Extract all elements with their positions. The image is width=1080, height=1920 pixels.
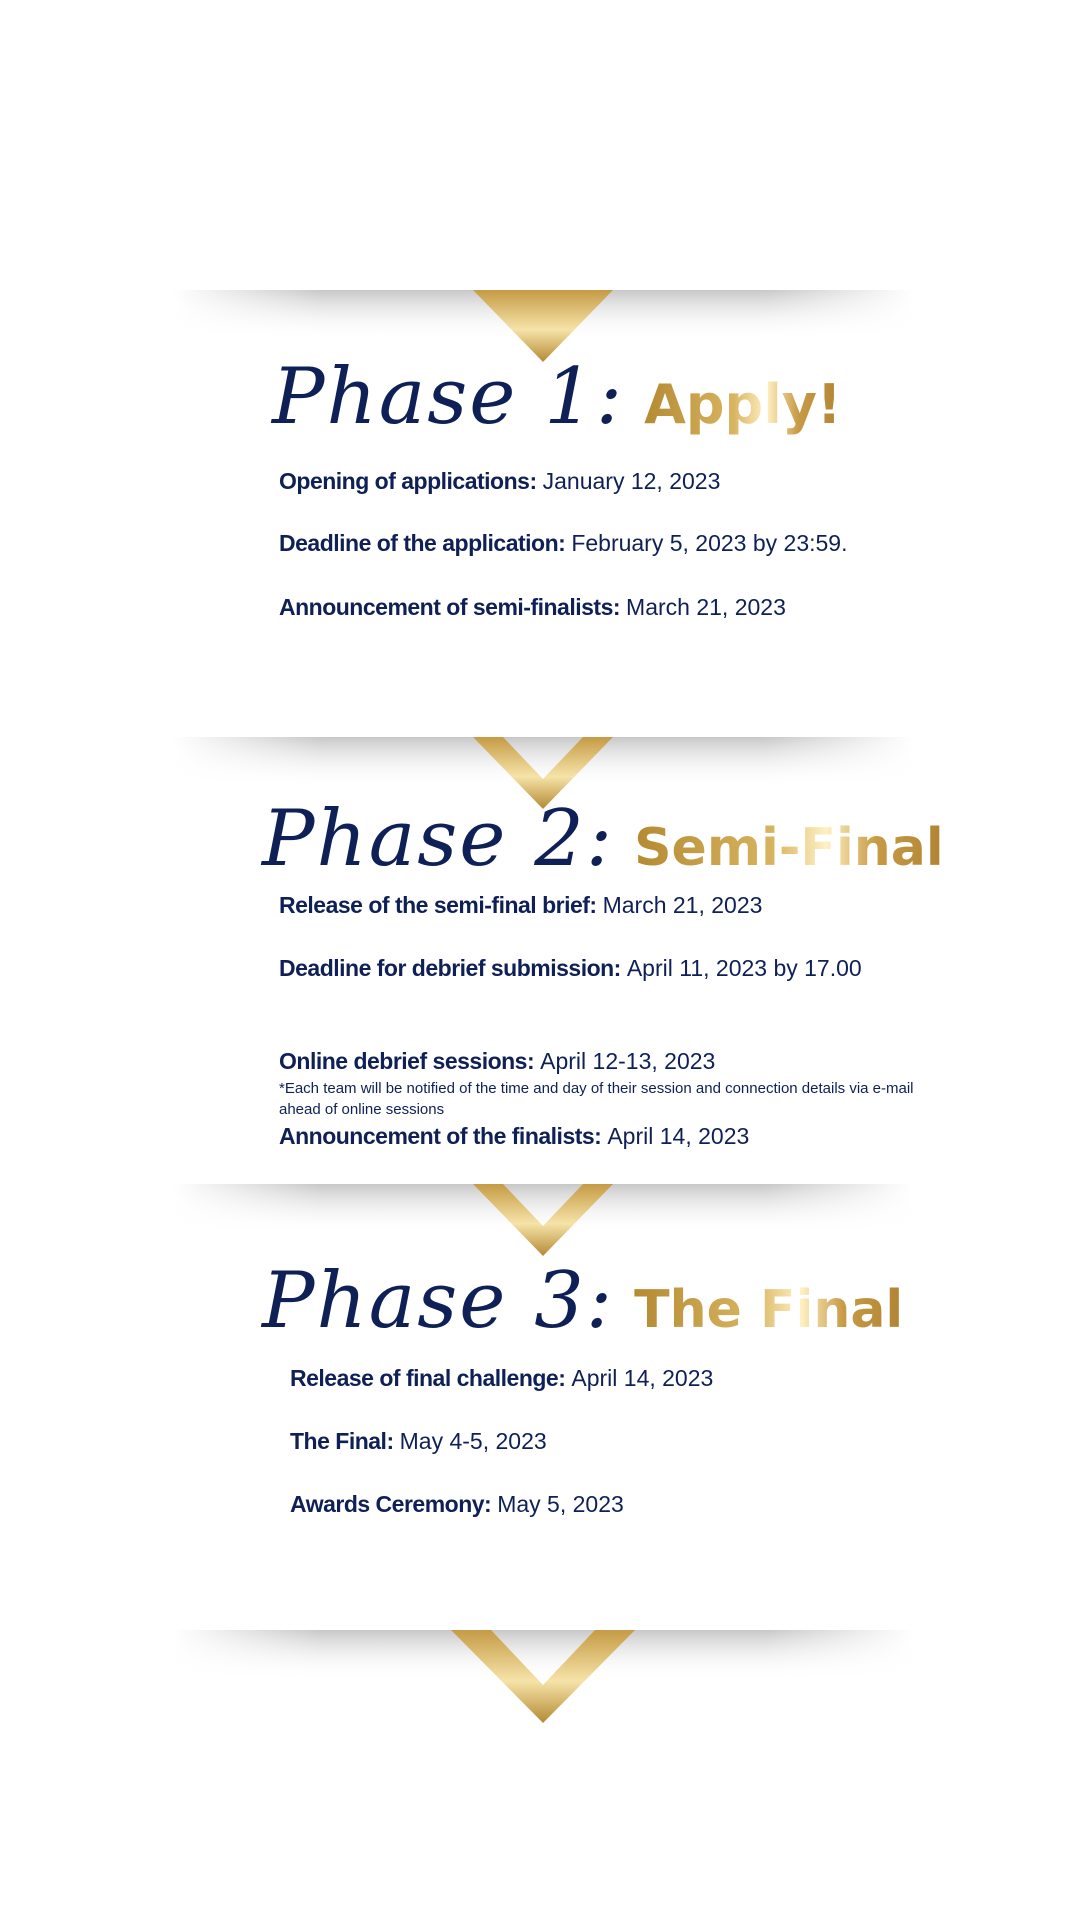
session-note: *Each team will be notified of the time and day of their session and connection details via e-mail ahead of online sessions (279, 1080, 914, 1118)
phase-1-script-label: Phase 1: (272, 352, 625, 442)
phase-3-item: Awards Ceremony: May 5, 2023 (290, 1491, 624, 1517)
phase-2-item: Deadline for debrief submission: April 11, 2023 by 17.00 (279, 955, 862, 981)
phase-2-title (262, 794, 944, 884)
phase-2-item: Release of the semi-final brief: March 21, 2023 (279, 892, 763, 918)
phase-3-heading: The Final (634, 1280, 904, 1340)
phase-1-item: Announcement of semi-finalists: March 21, 2023 (279, 594, 786, 620)
phase-2-item: Online debrief sessions: April 12-13, 2023 (279, 1048, 716, 1074)
phase-1-heading: Apply! (644, 373, 842, 436)
phase-3-title (262, 1256, 904, 1346)
phase-2-item: Announcement of the finalists: April 14, 2023 (279, 1123, 750, 1149)
phase-2-script-label: Phase 2: (262, 794, 615, 884)
phase-3-item: The Final: May 4-5, 2023 (290, 1428, 547, 1454)
phase-2-heading: Semi-Final (634, 818, 944, 878)
end-divider (173, 1630, 913, 1740)
phase-3-item: Release of final challenge: April 14, 2023 (290, 1365, 714, 1391)
phase-1-item: Opening of applications: January 12, 2023 (279, 468, 721, 494)
phase-1-item: Deadline of the application: February 5, 2023 by 23:59. (279, 530, 848, 556)
phase-3-script-label: Phase 3: (262, 1256, 615, 1346)
phase-1-title (272, 352, 842, 442)
